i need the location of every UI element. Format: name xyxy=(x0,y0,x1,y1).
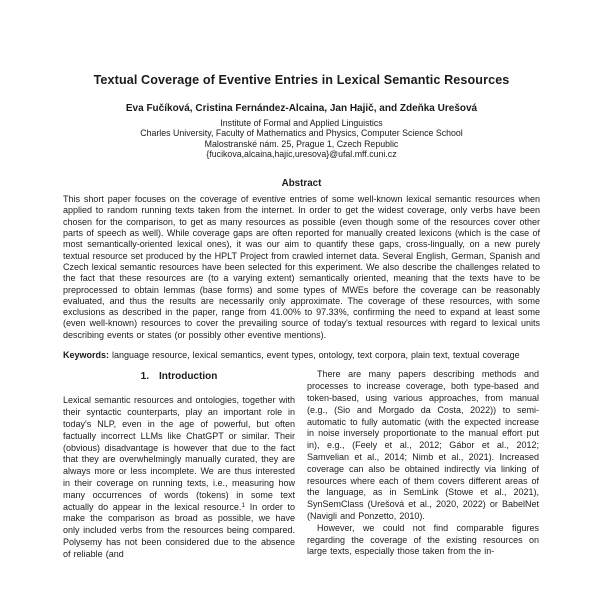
paper-content xyxy=(63,70,540,561)
footnote-1-marker: 1 xyxy=(241,501,246,509)
affiliation-line-address: Malostranské nám. 25, Prague 1, Czech Republic xyxy=(204,138,399,149)
affiliation-block xyxy=(63,118,540,159)
intro-paragraph-text: Lexical semantic resources and ontologies, together with their syntactic counterparts, play an important role in today's NLP, even in the age of powerful, but often factually incorrect LLMs like ChatGPT or similar. Their (obvious) disadvantage is however that due to the fact that they are overwhelmingly manually curated, they are always more or less incomplete. We are thus interested in their coverage on running texts, i.e., measuring how many occurrences of words (tokens) in some text actually do appear in the lexical resource. xyxy=(63,395,295,512)
affiliation-line-email: {fucikova,alcaina,hajic,uresova}@ufal.mff.cuni.cz xyxy=(206,148,397,159)
paper-title: Textual Coverage of Eventive Entries in Lexical Semantic Resources xyxy=(93,73,510,87)
left-column xyxy=(63,369,295,560)
abstract-heading: Abstract xyxy=(281,178,322,190)
right-column xyxy=(307,369,539,560)
abstract-text: This short paper focuses on the coverage of eventive entries of some well-known lexical semantic resources when applied to random running texts taken from the internet. In order to get the widest coverage, only verbs have been chosen for the comparison, to get as many resources as possible (even though some of the resources cover other parts of speech as well). While coverage gaps are often reported for manually created lexicons (which is the case of most semantically-oriented lexical ones), it was our aim to quantify these gaps, cross-lingually, on a new purely textual resource set produced by the HPLT Project from crawled internet data. Several English, German, Spanish and Czech lexical semantic resources have been selected for this experiment. We also describe the challenges related to the fact that these resources are (to a varying extent) semantically oriented, meaning that the texts have to be preprocessed to obtain lemmas (base forms) and some types of MWEs before the coverage can be reasonably evaluated, and thus the results are necessarily only approximate. The coverage of these resources, with some exclusions as described in the paper, range from 41.00% to 97.33%, confirming the need to expand at least some (even well-known) resources to cover the prevailing source of today's textual resources with regard to lexical units describing events or states (or possibly other eventive mentions). xyxy=(63,194,540,340)
intro-paragraph-continuation: In order to make the comparison as broad as possible, we have only included verbs from the resources being compared. Polysemy has not been considered due to the absence of reliable (and xyxy=(63,501,296,559)
coverage-motivation-paragraph: However, we could not find comparable figures regarding the coverage of the existing resources on large texts, especially those taken from the in- xyxy=(307,522,539,557)
affiliation-line-institute: Institute of Formal and Applied Linguistics xyxy=(220,118,383,128)
intro-paragraph xyxy=(63,395,295,560)
keywords-text: language resource, lexical semantics, event types, ontology, text corpora, plain text, textual coverage xyxy=(112,350,520,361)
section-1-title: Introduction xyxy=(159,371,218,383)
keywords-label: Keywords: xyxy=(63,350,110,361)
related-work-paragraph: There are many papers describing methods and processes to increase coverage, both type-based and token-based, using various approaches, from manual (e.g., (Sio and Morgado da Costa, 2022)) to semi-automatic to fully automatic (with the expected increase in noise inversely proportionate to the manual effort put in), e.g., (Feely et al., 2012; Gábor et al., 2012; Samvelian et al., 2014; Nimb et al., 2021). Increased coverage can also be obtained indirectly via linking of resources where each of them covers different areas of the language, as in SemLink (Stowe et al., 2021), SynSemClass (Urešová et al., 2020, 2022) or BabelNet (Navigli and Ponzetto, 2010). xyxy=(307,369,539,521)
keywords-line xyxy=(63,350,540,361)
section-1-heading xyxy=(63,371,295,382)
section-1-number: 1. xyxy=(140,371,149,383)
authors-line: Eva Fučíková, Cristina Fernández-Alcaina, Jan Hajič, and Zdeňka Urešová xyxy=(125,103,478,114)
affiliation-line-university: Charles University, Faculty of Mathematics and Physics, Computer Science School xyxy=(140,128,463,139)
two-column-body xyxy=(63,369,540,560)
